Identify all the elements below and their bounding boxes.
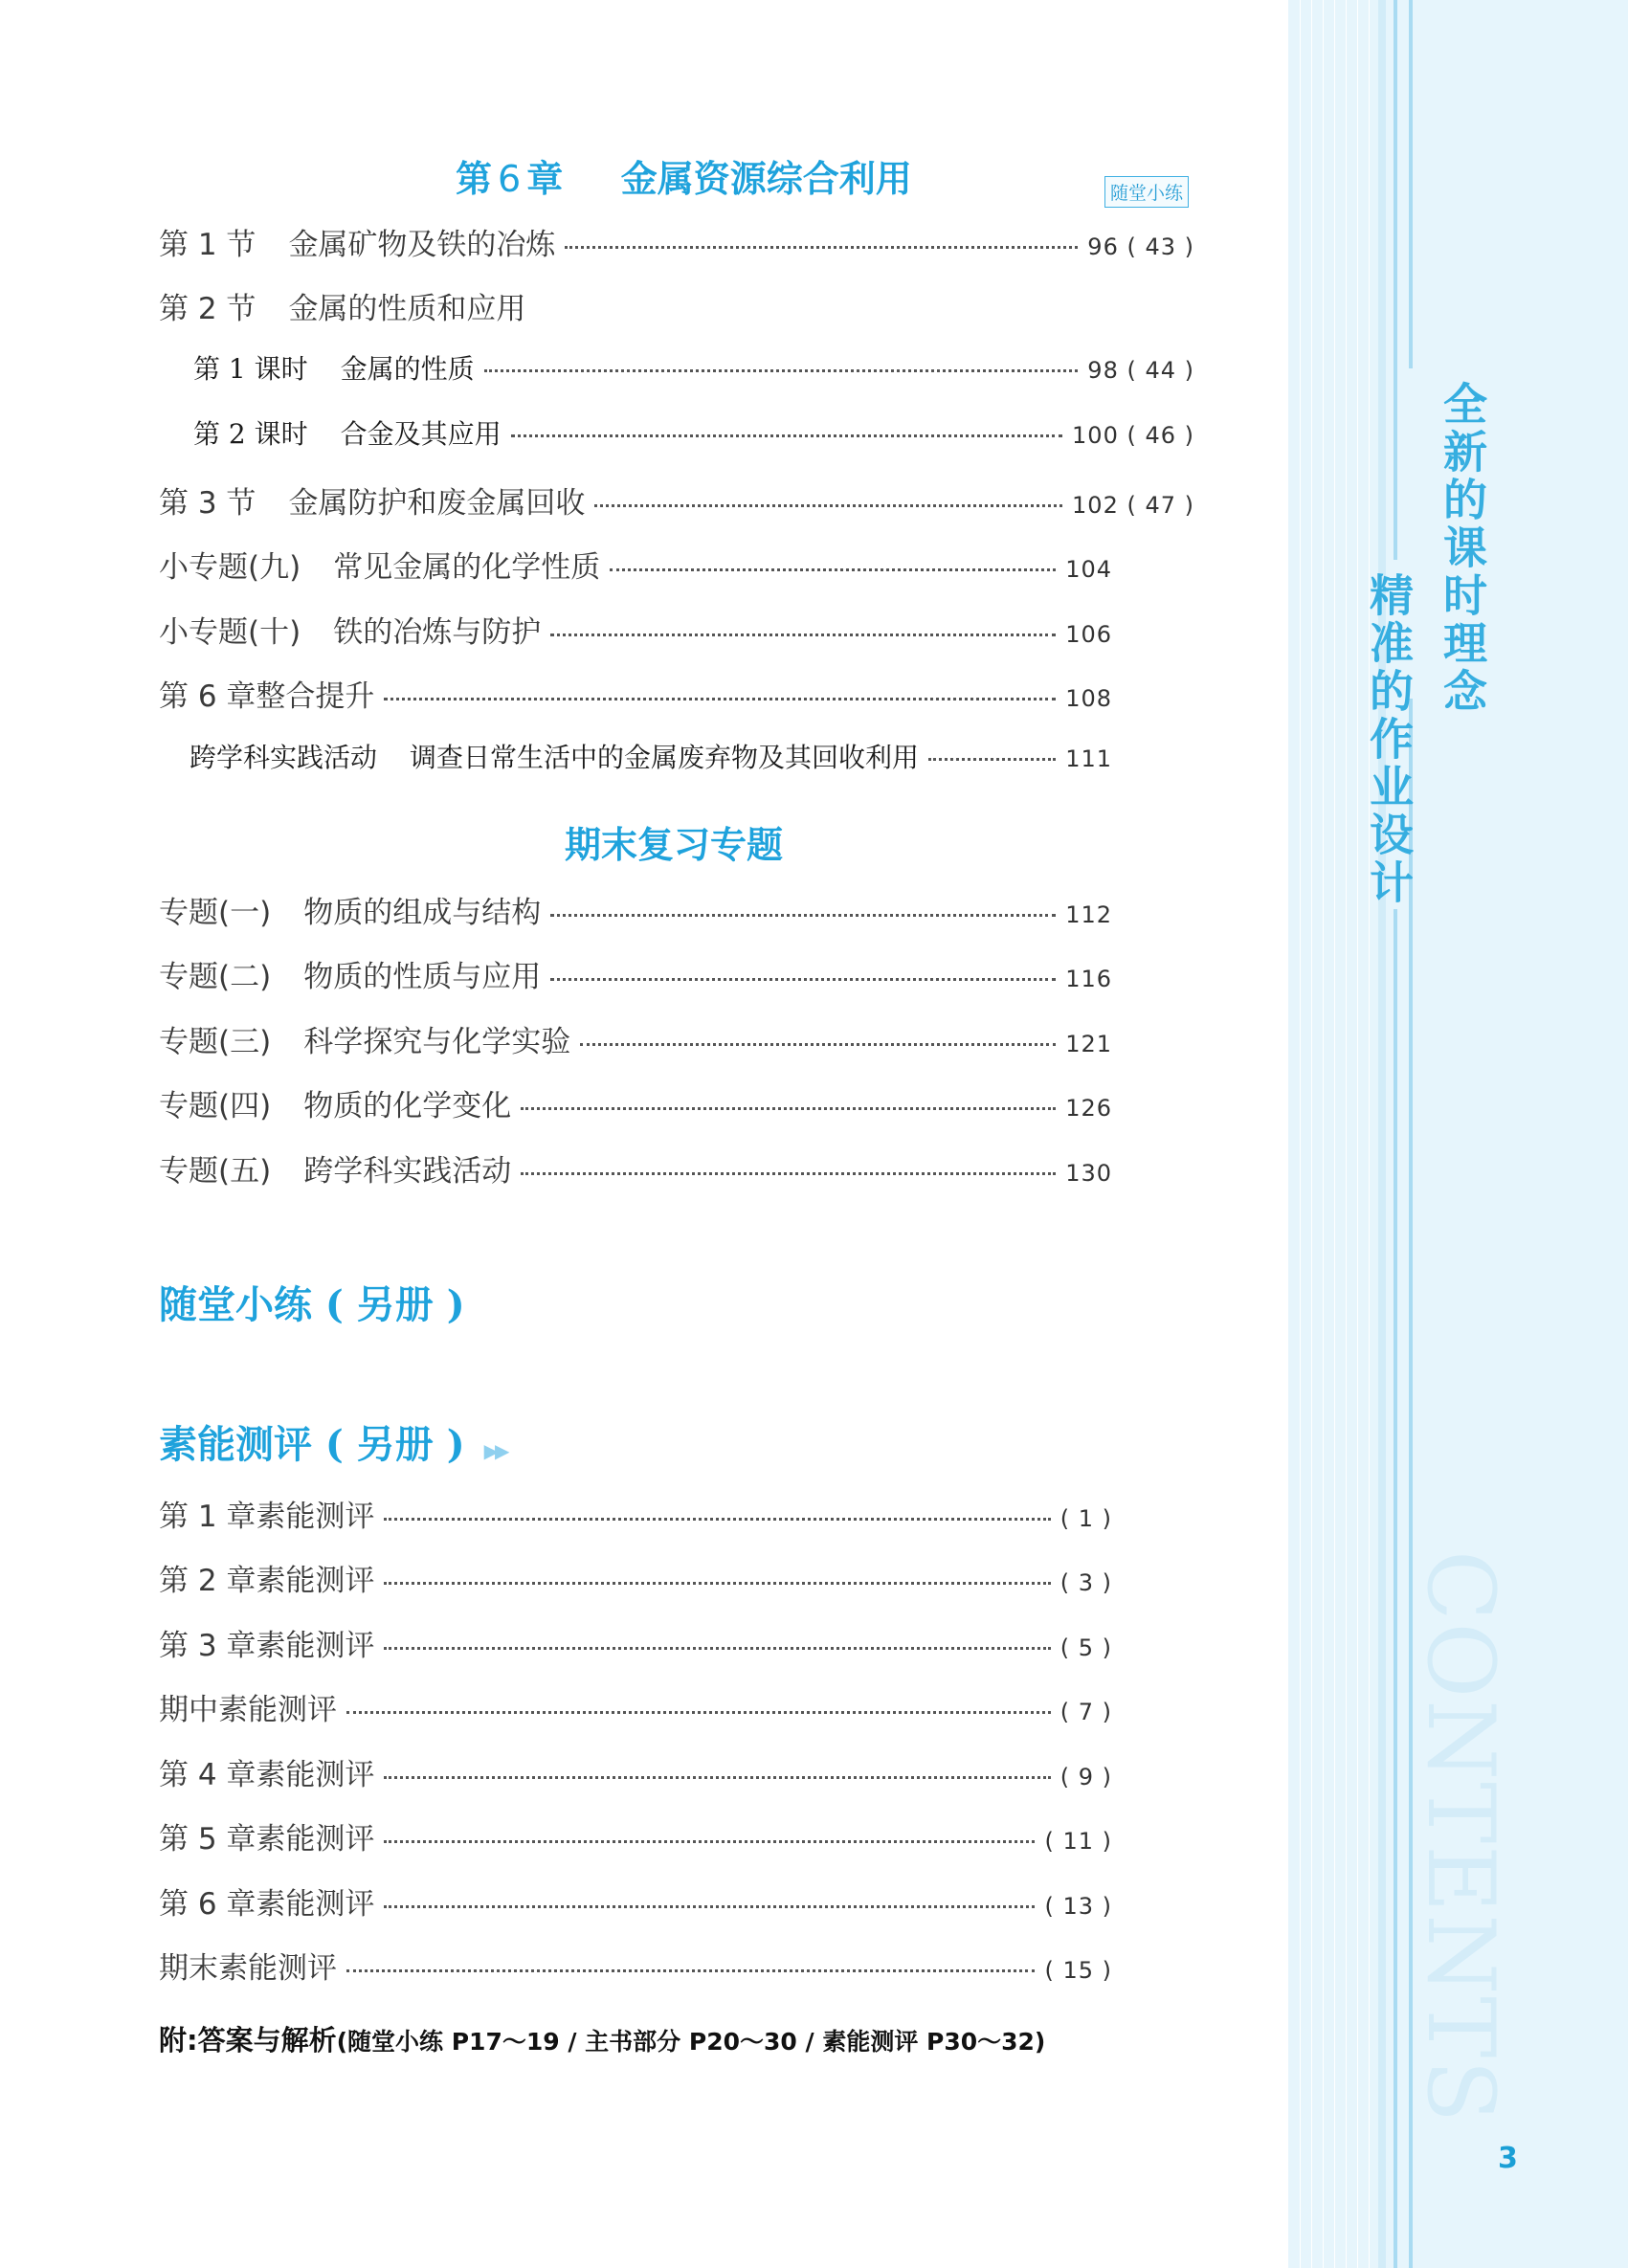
toc-leader [484, 369, 1079, 372]
toc-lesson-title: 金属的性质 [340, 353, 475, 385]
toc-page-number: 108 [1065, 685, 1112, 712]
toc-leader [610, 568, 1056, 571]
toc-assessment-title: 期中素能测评 [159, 1693, 337, 1727]
toc-row[interactable] [159, 952, 1112, 994]
toc-page-number: 111 [1065, 745, 1112, 772]
toc-leader [580, 1043, 1056, 1046]
chapter-number: 6 [498, 158, 522, 200]
toc-row[interactable] [159, 1492, 1112, 1534]
slogan-course-concept: 全新的课时理念 [1437, 381, 1488, 716]
toc-section-title: 金属矿物及铁的冶炼 [288, 228, 556, 262]
toc-row[interactable] [159, 220, 1194, 262]
slogan-bar [1394, 0, 1397, 560]
band-line [1311, 0, 1312, 2268]
toc-page-number: 126 [1065, 1095, 1112, 1122]
toc-topic-number: 专题(三) [159, 1025, 272, 1059]
band-line [1323, 0, 1324, 2268]
slogan-homework-design: 精准的作业设计 [1363, 572, 1415, 907]
toc-leader [521, 1172, 1056, 1175]
band-line [1369, 0, 1370, 2268]
toc-activity-title: 调查日常生活中的金属废弃物及其回收利用 [410, 742, 920, 773]
chapter-name: 金属资源综合利用 [620, 158, 912, 200]
toc-page-number: 116 [1065, 966, 1112, 992]
appendix-answers[interactable] [159, 2019, 1045, 2058]
double-arrow-icon: ▶▶ [483, 1439, 506, 1462]
toc-page-number: ( 11 ) [1044, 1828, 1112, 1855]
toc-leader [565, 246, 1078, 249]
practice-badge: 随堂小练 [1104, 176, 1189, 208]
chapter-suffix: 章 [526, 158, 564, 200]
toc-row[interactable] [193, 413, 1194, 456]
toc-leader [384, 1776, 1050, 1779]
toc-topic-title: 铁的冶炼与防护 [333, 615, 542, 650]
toc-topic-number: 专题(五) [159, 1154, 272, 1189]
toc-leader [346, 1711, 1051, 1714]
toc-page-number: 130 [1065, 1160, 1112, 1187]
toc-leader [594, 504, 1062, 507]
appendix-lead: 附:答案与解析 [159, 2024, 337, 2057]
practice-booklet-title[interactable]: 随堂小练 ( 另册 ) [159, 1282, 465, 1327]
toc-section-number: 第 1 节 [159, 228, 256, 262]
slogan-bar [1394, 909, 1397, 2268]
band-line [1346, 0, 1347, 2268]
toc-leader [550, 978, 1056, 981]
toc-assessment-title: 期末素能测评 [159, 1951, 337, 1986]
toc-topic-title: 物质的化学变化 [303, 1089, 512, 1123]
toc-row[interactable] [159, 1621, 1112, 1663]
toc-leader [384, 1840, 1035, 1843]
toc-topic-title: 科学探究与化学实验 [303, 1025, 571, 1059]
chapter-prefix: 第 [456, 158, 493, 200]
toc-leader [346, 1969, 1035, 1972]
toc-assessment-title: 第 3 章素能测评 [159, 1629, 375, 1663]
toc-page-number: 112 [1065, 901, 1112, 928]
toc-row[interactable] [159, 1750, 1112, 1792]
toc-page-number: 98 ( 44 ) [1087, 357, 1194, 384]
toc-row[interactable] [159, 608, 1112, 650]
appendix-detail: (随堂小练 P17～19 / 主书部分 P20～30 / 素能测评 P30～32) [336, 2028, 1046, 2056]
toc-page-number: ( 13 ) [1044, 1893, 1112, 1920]
toc-page-number: 96 ( 43 ) [1087, 233, 1194, 260]
toc-row[interactable] [159, 478, 1194, 521]
toc-topic-number: 专题(四) [159, 1089, 272, 1123]
toc-leader [384, 698, 1056, 700]
toc-leader [384, 1647, 1050, 1650]
toc-page-number: 106 [1065, 621, 1112, 648]
band-line [1300, 0, 1301, 2268]
toc-page-number: ( 1 ) [1059, 1505, 1112, 1532]
toc-row[interactable] [193, 348, 1194, 390]
page-number: 3 [1498, 2142, 1518, 2175]
toc-leader [384, 1905, 1035, 1908]
toc-topic-number: 小专题(十) [159, 615, 301, 650]
toc-leader [511, 434, 1062, 437]
toc-row[interactable] [159, 1556, 1112, 1598]
toc-page-number: ( 3 ) [1059, 1569, 1112, 1596]
toc-row[interactable] [159, 1146, 1112, 1189]
band-line [1334, 0, 1335, 2268]
toc-topic-title: 物质的组成与结构 [303, 896, 542, 930]
toc-section-number: 第 3 节 [159, 486, 256, 521]
toc-row[interactable] [190, 737, 1112, 779]
toc-section-title: 金属的性质和应用 [288, 292, 526, 326]
toc-lesson-title: 合金及其应用 [340, 418, 502, 450]
toc-topic-title: 跨学科实践活动 [303, 1154, 512, 1189]
toc-page-number: 100 ( 46 ) [1072, 422, 1194, 449]
toc-assessment-title: 第 5 章素能测评 [159, 1822, 375, 1857]
assessment-booklet-title[interactable] [159, 1414, 505, 1469]
contents-watermark: CONTENTS [1407, 1550, 1514, 2125]
toc-page-number: ( 5 ) [1059, 1634, 1112, 1661]
toc-row[interactable] [159, 672, 1112, 714]
toc-section-title: 第 6 章整合提升 [159, 679, 375, 714]
toc-page-number: 102 ( 47 ) [1072, 492, 1194, 519]
final-review-title: 期末复习专题 [565, 824, 784, 866]
toc-row[interactable] [159, 1814, 1112, 1857]
toc-row[interactable] [159, 888, 1112, 930]
chapter-6-title [456, 149, 912, 202]
toc-topic-title: 物质的性质与应用 [303, 960, 542, 994]
toc-row[interactable] [159, 1081, 1112, 1123]
toc-assessment-title: 第 1 章素能测评 [159, 1500, 375, 1534]
toc-row[interactable] [159, 1685, 1112, 1727]
toc-activity-label: 跨学科实践活动 [190, 742, 378, 773]
toc-row[interactable] [159, 1879, 1112, 1922]
toc-row[interactable] [159, 1017, 1112, 1059]
toc-section-title: 金属防护和废金属回收 [288, 486, 586, 521]
assessment-booklet-label: 素能测评 ( 另册 ) [159, 1422, 465, 1467]
band-line [1357, 0, 1358, 2268]
toc-row[interactable] [159, 284, 1194, 326]
toc-leader [521, 1107, 1056, 1110]
toc-leader [384, 1582, 1050, 1585]
toc-assessment-title: 第 2 章素能测评 [159, 1564, 375, 1598]
toc-row[interactable] [159, 543, 1112, 585]
band-accent [1378, 0, 1386, 2268]
toc-leader [384, 1518, 1050, 1521]
toc-topic-title: 常见金属的化学性质 [333, 550, 601, 585]
toc-page-number: ( 15 ) [1044, 1957, 1112, 1984]
toc-lesson-number: 第 1 课时 [193, 353, 308, 385]
toc-page-number: 121 [1065, 1031, 1112, 1057]
toc-topic-number: 专题(一) [159, 896, 272, 930]
toc-section-number: 第 2 节 [159, 292, 256, 326]
toc-leader [550, 914, 1056, 917]
toc-leader [928, 758, 1056, 761]
toc-row[interactable] [159, 1944, 1112, 1986]
slogan-bar [1409, 0, 1413, 368]
toc-page-number: 104 [1065, 556, 1112, 583]
toc-page-number: ( 9 ) [1059, 1764, 1112, 1790]
toc-assessment-title: 第 4 章素能测评 [159, 1758, 375, 1792]
toc-assessment-title: 第 6 章素能测评 [159, 1887, 375, 1922]
toc-lesson-number: 第 2 课时 [193, 418, 308, 450]
toc-topic-number: 专题(二) [159, 960, 272, 994]
toc-topic-number: 小专题(九) [159, 550, 301, 585]
toc-page-number: ( 7 ) [1059, 1699, 1112, 1725]
toc-leader [550, 634, 1056, 636]
